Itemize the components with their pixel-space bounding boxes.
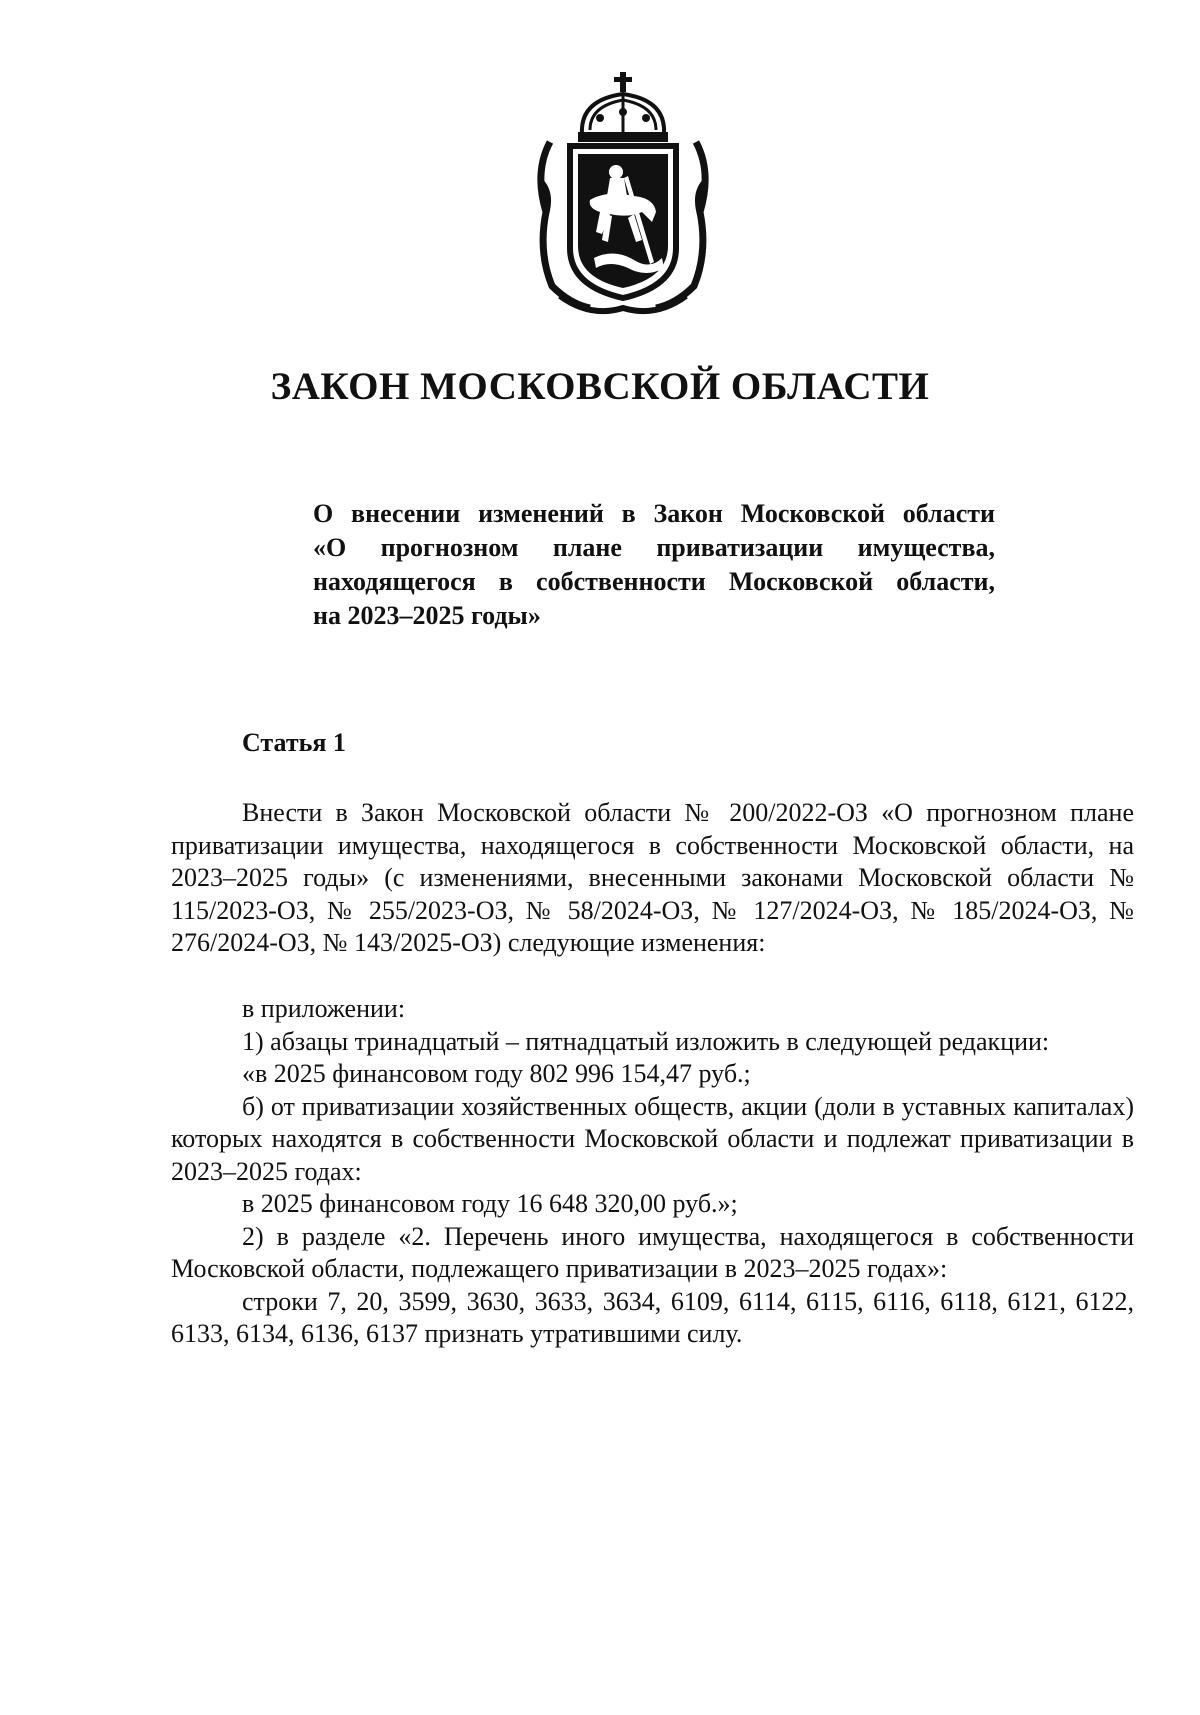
list-item: 1) абзацы тринадцатый – пятнадцатый изложить в следующей редакции:: [242, 1026, 1050, 1056]
list-item: в 2025 финансовом году 16 648 320,00 руб.»;: [242, 1189, 738, 1218]
list-item: в приложении:: [242, 994, 406, 1023]
article-intro-paragraph: Внести в Закон Московской области № 200/2022-ОЗ «О прогнозном плане приватизации имущества, находящегося в собственности Московской области, на 2023–2025 годы» (с изменениями, внесенными законами Московской области № 115/2023-ОЗ, № 255/2023-ОЗ, № 58/2024-ОЗ, № 127/2024-ОЗ, № 185/2024-ОЗ, № 276/2024-ОЗ, № 143/2025-ОЗ) следующие изменения:: [171, 798, 1134, 957]
subtitle-line: «О прогнозном плане приватизации имущества,: [313, 533, 995, 562]
coat-of-arms-icon: [530, 72, 716, 318]
subtitle-line: находящегося в собственности Московской области,: [313, 567, 995, 596]
article-heading: Статья 1: [242, 728, 346, 757]
article-intro-block: [171, 797, 1134, 960]
list-item: б) от приватизации хозяйственных обществ, акции (доли в уставных капиталах) которых находятся в собственности Московской области и подлежат приватизации в 2023–2025 годах:: [171, 1091, 1134, 1186]
document-title: ЗАКОН МОСКОВСКОЙ ОБЛАСТИ: [270, 365, 930, 408]
subtitle-line: на 2023–2025 годы»: [313, 601, 541, 630]
list-item: «в 2025 финансовом году 802 996 154,47 руб.;: [242, 1059, 751, 1088]
article-items-block: [171, 993, 1134, 1351]
subtitle-line: О внесении изменений в Закон Московской области: [313, 499, 995, 528]
list-item: 2) в разделе «2. Перечень иного имущества, находящегося в собственности Московской области, подлежащего приватизации в 2023–2025 годах»:: [171, 1221, 1134, 1283]
law-subtitle: [313, 497, 995, 633]
list-item: строки 7, 20, 3599, 3630, 3633, 3634, 6109, 6114, 6115, 6116, 6118, 6121, 6122, 6133, 6134, 6136, 6137 признать утратившими силу.: [171, 1286, 1134, 1348]
